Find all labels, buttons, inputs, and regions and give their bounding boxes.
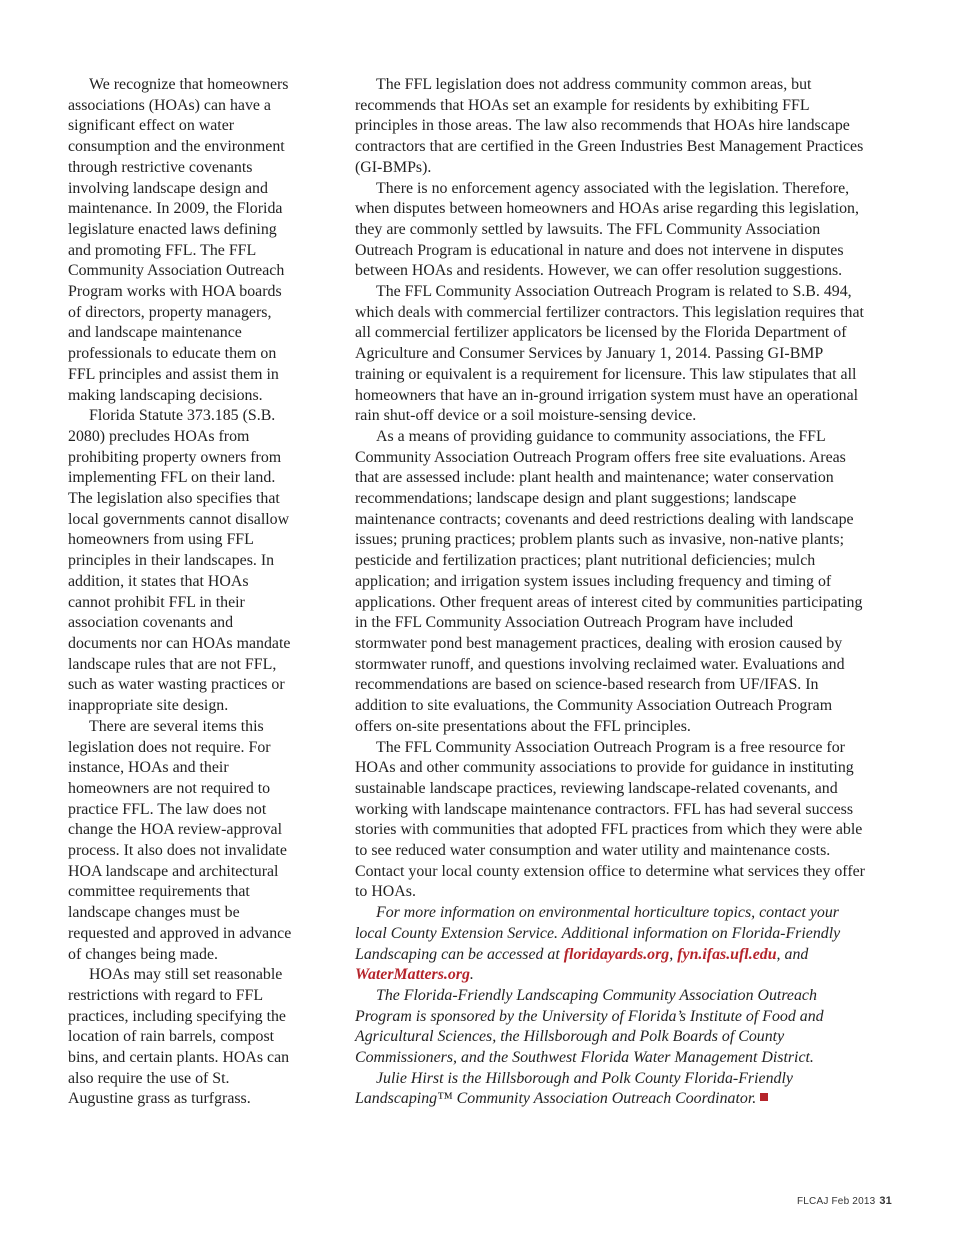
body-paragraph: As a means of providing guidance to community associations, the FFL Community Association Outreach Program offers free site evaluations. Areas that are assessed include: plant health and maintenance; water conservation recommendations; landscape design and plant suggestions; landscape maintenance contracts; covenants and deed restrictions dealing with landscape issues; pruning practices; problem plants such as invasive, non-native plants; pesticide and fertilization practices; plant nutritional deficiencies; mulch application; and irrigation system issues including frequency and timing of applications. Other frequent areas of interest cited by communities participating in the FFL Community Association Outreach Program have included stormwater pond best management practices, dealing with erosion caused by stormwater runoff, and questions involving reclaimed water. Evaluations and recommendations are based on science-based research from UF/IFAS. In addition to site evaluations, the Community Association Outreach Program offers on-site presentations about the FFL principles. — [355, 427, 863, 735]
end-mark-icon — [760, 1093, 768, 1101]
body-paragraph: There are several items this legislation does not require. For instance, HOAs and their homeowners are not required to practice FFL. The law does not change the HOA review-approval process. It also does not invalidate HOA landscape and architectural committee requirements that landscape changes must be requested and approved in advance of changes being made. — [68, 717, 292, 963]
author-note-text: Julie Hirst is the Hillsborough and Polk County Florida-Friendly Landscaping™ Community Association Outreach Coordinator. — [355, 1069, 793, 1108]
body-paragraph: Florida Statute 373.185 (S.B. 2080) precludes HOAs from prohibiting property owners from implementing FFL on their land. The legislation also specifies that local governments cannot disallow homeowners from using FFL principles in their landscapes. In addition, it states that HOAs cannot prohibit FFL in their association covenants and documents nor can HOAs mandate landscape rules that are not FFL, such as water wasting practices or inappropriate site design. — [68, 407, 291, 715]
body-paragraph: The FFL Community Association Outreach Program is a free resource for HOAs and other community associations to provide for guidance in instituting sustainable landscape practices, reviewing landscape-related covenants, and working with landscape maintenance contractors. FFL has had several success stories with communities that adopted FFL practices from which they were able to see reduced water consumption and water utility and maintenance costs. Contact your local county extension office to determine what services they offer to HOAs. — [355, 738, 865, 901]
body-paragraph: There is no enforcement agency associated with the legislation. Therefore, when disputes between homeowners and HOAs arise regarding this legislation, they are commonly settled by lawsuits. The FFL Community Association Outreach Program is educational in nature and does not intervene in disputes between HOAs and residents. However, we can offer resolution suggestions. — [355, 179, 859, 280]
body-paragraph: The FFL legislation does not address community common areas, but recommends that HOAs set an example for residents by exhibiting FFL principles in those areas. The law also recommends that HOAs hire landscape contractors that are certified in the Green Industries Best Management Practices (GI-BMPs). — [355, 76, 864, 176]
fyn-ifas-link[interactable]: fyn.ifas.ufl.edu — [677, 945, 777, 963]
body-paragraph: The FFL Community Association Outreach Program is related to S.B. 494, which deals with commercial fertilizer contractors. This legislation requires that all commercial fertilizer applicators be licensed by the Florida Department of Agriculture and Consumer Services by January 1, 2014. Passing GI-BMP training or equivalent is a requirement for licensure. This law stipulates that all homeowners that have an in-ground irrigation system must have an operational rain shut-off device or a soil moisture-sensing device. — [355, 283, 864, 425]
floridayards-link[interactable]: floridayards.org — [563, 945, 670, 963]
body-paragraph: HOAs may still set reasonable restrictions with regard to FFL practices, including specifying the location of rain barrels, compost bins, and certain plants. HOAs can also require the use of St. Augustine grass as turfgrass. — [68, 966, 290, 1108]
page-footer — [797, 1195, 892, 1207]
separator: , and — [776, 945, 809, 963]
publication-label: FLCAJ Feb 2013 — [796, 1196, 876, 1207]
separator: , — [669, 945, 678, 963]
right-column — [355, 75, 867, 1110]
page-number: 31 — [879, 1195, 892, 1207]
period: . — [469, 966, 474, 984]
sponsor-note: The Florida-Friendly Landscaping Community Association Outreach Program is sponsored by the University of Florida’s Institute of Food and Agricultural Sciences, the Hillsborough and Polk Boards of County Commissioners, and the Southwest Florida Water Management District. — [355, 986, 824, 1067]
left-column — [68, 75, 294, 1110]
watermatters-link[interactable]: WaterMatters.org — [355, 966, 470, 984]
body-paragraph: We recognize that homeowners associations (HOAs) can have a significant effect on water consumption and the environment through restrictive covenants involving landscape design and maintenance. In 2009, the Florida legislature enacted laws defining and promoting FFL. The FFL Community Association Outreach Program works with HOA boards of directors, property managers, and landscape maintenance professionals to educate them on FFL principles and assist them in making landscaping decisions. — [68, 76, 289, 404]
author-note — [355, 1069, 867, 1110]
info-note-text: For more information on environmental horticulture topics, contact your local County Extension Service. Additional information on Florida-Friendly Landscaping can be accessed at — [355, 904, 841, 963]
info-note — [355, 903, 867, 986]
